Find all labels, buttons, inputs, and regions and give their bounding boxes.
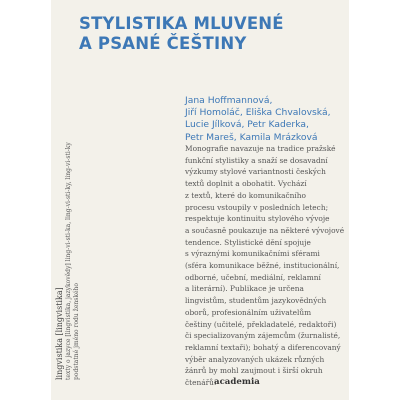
description-line: oborů, profesionálním uživatelům [185, 307, 312, 317]
description-line: textů doplnit a obohatit. Vychází [185, 179, 307, 189]
description-line: odborné, učební, mediální, reklamní [185, 272, 321, 282]
description-line: (sféra komunikace běžné, institucionální, [185, 261, 340, 271]
description-line: respektuje kontinuitu stylového vývoje [185, 214, 330, 224]
description-line: a literární). Publikace je určena [185, 284, 304, 294]
description-line: procesu vstoupily v posledních letech; [185, 202, 329, 212]
description-line: češtiny (učitelé, překladatelé, redaktoři) [185, 319, 337, 329]
book-description [185, 143, 347, 389]
description-line: reklamní textaři); bohatý a diferencovaný [185, 342, 341, 352]
description-line: výběr analyzovaných ukázek různých [185, 354, 325, 364]
description-line: s výraznými komunikačními sférami [185, 249, 320, 259]
title-line: STYLISTIKA MLUVENÉ [79, 14, 284, 33]
book-cover [51, 0, 349, 400]
description-line: a současně poukazuje na některé vývojové [185, 225, 345, 235]
author-list [185, 95, 345, 144]
book-title [79, 14, 284, 54]
description-line: funkční stylistiky a snaží se dosavadní [185, 155, 328, 165]
author-line: Petr Mareš, Kamila Mrázková [185, 131, 318, 143]
description-line: lingvistům, studentům jazykovědných [185, 296, 327, 306]
description-line: Monografie navazuje na tradice pražské [185, 144, 336, 153]
title-line: A PSANÉ ČEŠTINY [79, 34, 247, 53]
vertical-series-text [55, 100, 95, 380]
series-definition: podstatné jméno rodu ženského [73, 283, 80, 380]
publisher-logo: academia [214, 377, 260, 387]
author-line: Jiří Homoláč, Eliška Chvalovská, [185, 107, 331, 119]
series-definition: texty o jazyce [lingvistika, jazykovědy] ling-vi-sti-ka, ling-vi-sti-ky, ling-vi-sti-ky [65, 142, 72, 380]
description-line: čtenářů. [185, 378, 217, 388]
series-name: lingvistika [lingvistika] [55, 287, 64, 380]
description-line: tendence. Stylistické dění spojuje [185, 237, 311, 247]
description-line: z textů, které do komunikačního [185, 190, 306, 200]
description-line: žánrů by mohl zaujmout i širší okruh [185, 366, 323, 376]
author-line: Lucie Jílková, Petr Kaderka, [185, 119, 309, 131]
author-line: Jana Hoffmannová, [185, 95, 273, 106]
description-line: či specializovaným zájemcům (žurnalisté, [185, 331, 341, 341]
description-line: výzkumy stylové variantnosti českých [185, 167, 326, 177]
